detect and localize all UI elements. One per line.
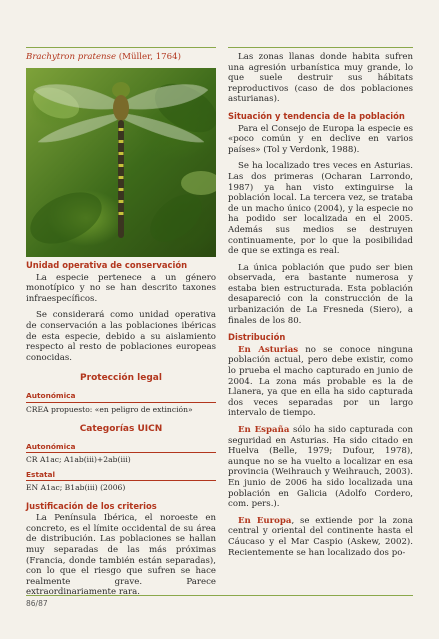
dragonfly-illustration: [26, 68, 216, 257]
uicn-heading: Categorías UICN: [79, 423, 163, 434]
unit-paragraph-2: Se considerará como unidad operativa de conservación a las poblaciones ibéricas de esta especie, debido a su aislamiento respecto al resto de poblaciones europeas conocidas.: [26, 310, 216, 363]
justification-heading: Justificación de los criterios: [26, 500, 157, 511]
distribution-text-europa: , se extiende por la zona central y oriental del continente hasta el Cáucaso y el Mar Caspio (Askew, 2002). Recientemente se han localizado dos po-: [228, 515, 413, 558]
uicn-subheading-autonomica: Autonómica: [26, 442, 216, 454]
uicn-text-estatal: EN A1ac; B1ab(iii) (2006): [26, 483, 126, 493]
unit-heading: Unidad operativa de conservación: [26, 260, 188, 270]
distribution-text-espana: sólo ha sido capturada con seguridad en Asturias. Ha sido citado en Huelva (Belle, 1979; Dufour, 1978), aunque no se ha vuelto a localizar en esa provincia (Weihrauch y Weihrauch, 2003). En junio de 2006 ha sido localizada una población en Galicia (Adolfo Cordero, com. pers.).: [228, 425, 413, 510]
situation-paragraph-2: Se ha localizado tres veces en Asturias. Las dos primeras (Ocharan Larrondo, 1987) ya han visto extinguirse la población local. La tercera vez, se trataba de un macho único (2004), y la especie no ha podido ser localizada en el 2005. Además sus medios se destruyen continuamente, por lo que la posibilidad de que se extinga es real.: [228, 161, 413, 257]
distribution-paragraph-europa: [228, 516, 413, 558]
uicn-subheading-estatal: Estatal: [26, 470, 216, 482]
legal-text: CREA propuesto: «en peligro de extinción»: [26, 404, 193, 414]
distribution-lead-espana: En España: [238, 425, 290, 435]
page-number: 86/87: [26, 599, 48, 608]
distribution-paragraph-espana: [228, 425, 413, 510]
right-column: [228, 52, 413, 564]
species-name: Brachytron pratense: [26, 52, 117, 62]
situation-heading: Situación y tendencia de la población: [228, 110, 405, 121]
legal-heading: Protección legal: [80, 373, 162, 384]
species-author: (Müller, 1764): [118, 52, 181, 62]
distribution-lead-asturias: En Asturias: [238, 344, 299, 355]
species-title: [26, 52, 216, 63]
dragonfly-photo: [26, 68, 216, 257]
distribution-paragraph-asturias: [228, 345, 413, 419]
situation-paragraph-3: La única población que pudo ser bien observada, era bastante numerosa y estaba bien estructurada. Esta población desapareció con la construcción de la urbanización de La Fresneda (Siero), a finales de los 80.: [228, 262, 413, 326]
justification-paragraph: La Península Ibérica, el noroeste en concreto, es el límite occidental de su área de distribución. Las poblaciones se hallan muy separadas de las más próximas (Francia, donde también están separadas), con lo que el riesgo que sufren se hace realmente grave. Parece extraordinariamente rara.: [26, 513, 216, 598]
distribution-lead-europa: En Europa: [238, 515, 292, 526]
top-rule-right: [228, 47, 413, 48]
uicn-text-autonomica: CR A1ac; A1ab(iii)+2ab(iii): [26, 455, 131, 465]
distribution-heading: Distribución: [228, 332, 286, 343]
left-column: [26, 52, 216, 63]
distribution-text-asturias: no se conoce ninguna población actual, pero debe existir, como lo prueba el macho capturado en junio de 2004. La zona más probable es la de Llanera, ya que en ella ha sido capturada dos veces separadas por un largo intervalo de tiempo.: [228, 344, 413, 419]
situation-paragraph-1: Para el Consejo de Europa la especie es «poco común y en declive en varios países» (Tol y Verdonk, 1988).: [228, 123, 413, 155]
top-rule-left: [26, 47, 216, 48]
left-column-text: [26, 260, 216, 604]
intro-paragraph: Las zonas llanas donde habita sufren una agresión urbanística muy grande, lo que suele destruir sus hábitats reproductivos (caso de dos poblaciones asturianas).: [228, 52, 413, 105]
legal-subheading: Autonómica: [26, 391, 216, 403]
unit-paragraph-1: La especie pertenece a un género monotípico y no se han descrito taxones infraespecíficos.: [26, 272, 216, 304]
